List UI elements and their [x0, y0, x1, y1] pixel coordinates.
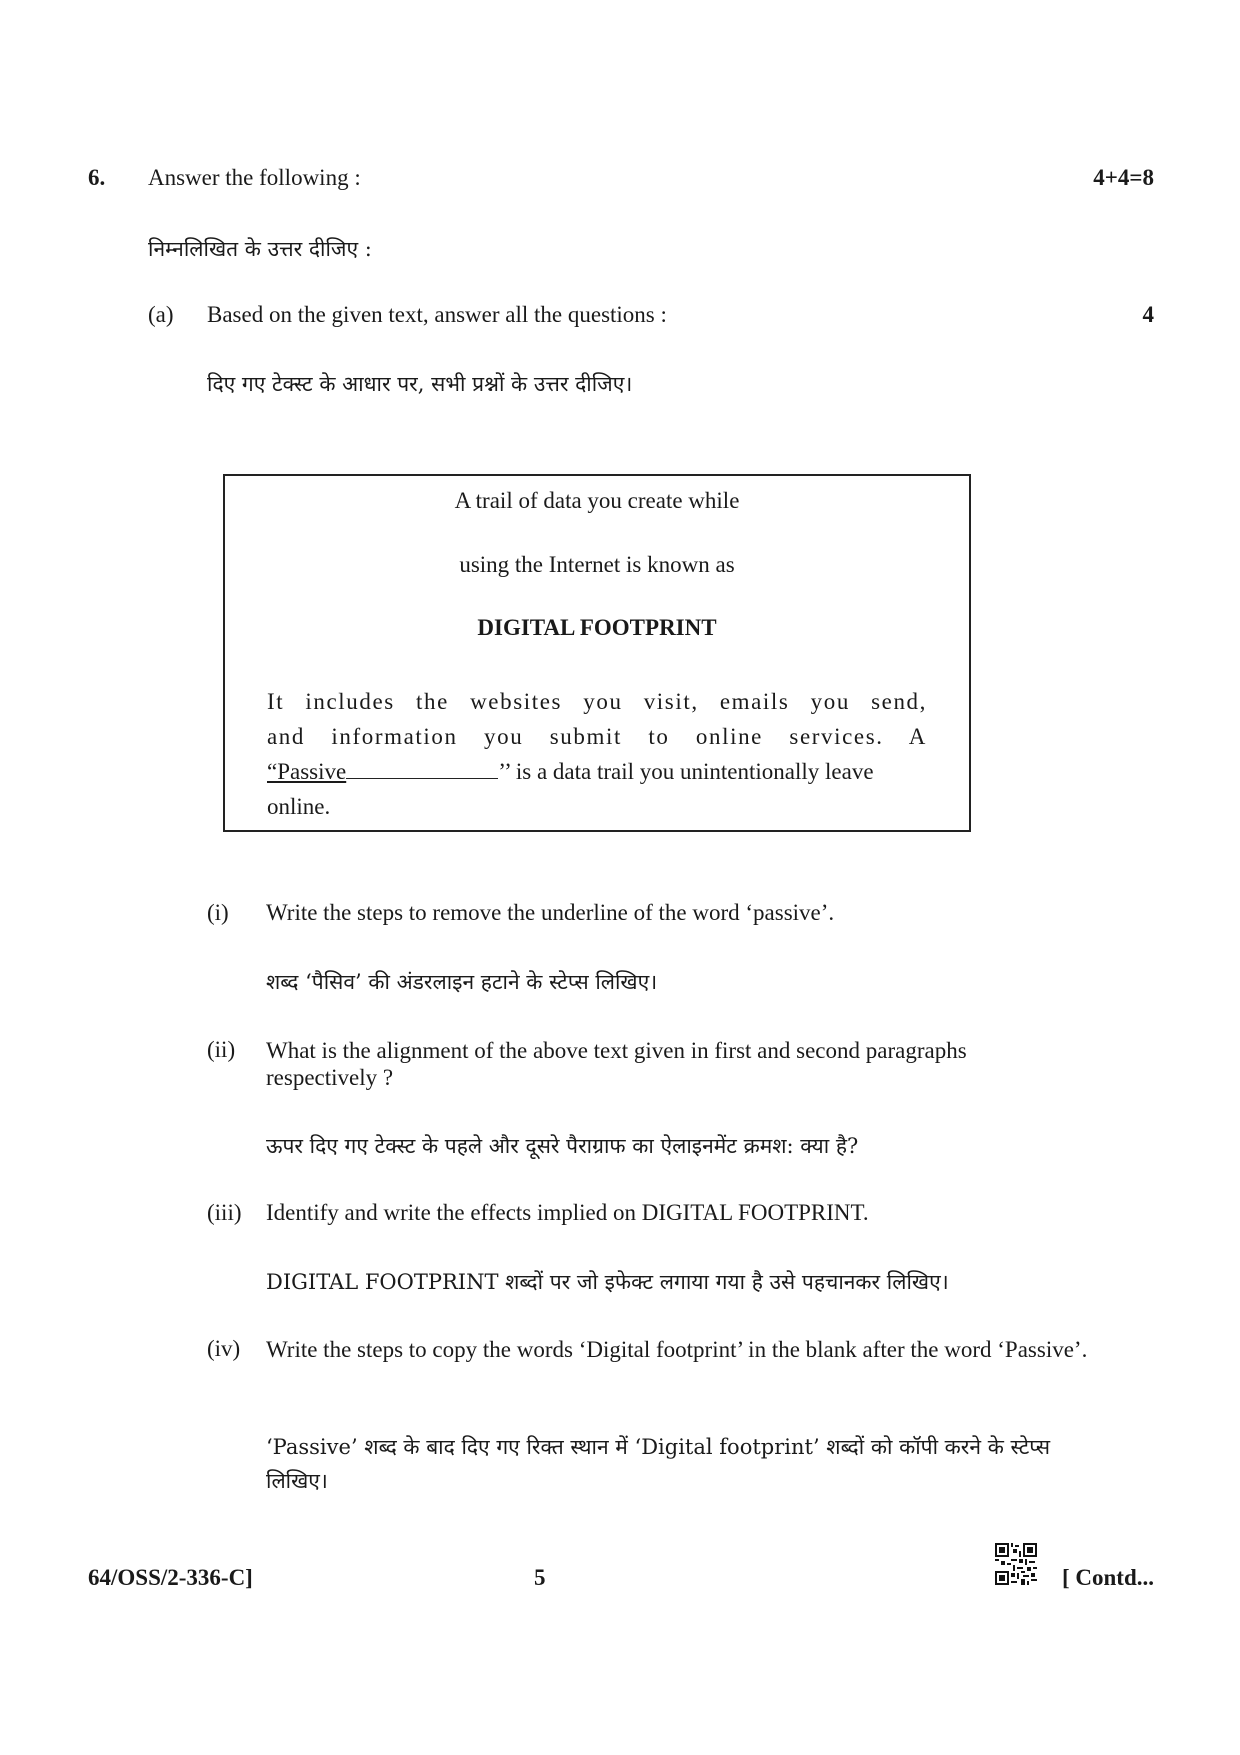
subq-iv-en: Write the steps to copy the words ‘Digital footprint’ in the blank after the word ‘Passive’. [266, 1337, 1088, 1362]
textbox-para-line3 [267, 754, 927, 789]
question-number: 6. [88, 165, 106, 190]
subq-iii-label: (iii) [207, 1200, 242, 1225]
part-a-label: (a) [148, 302, 174, 327]
subq-ii-en: What is the alignment of the above text given in first and second paragraphs respectively ? [266, 1038, 967, 1090]
question-marks: 4+4=8 [1093, 165, 1154, 190]
textbox-line2: using the Internet is known as [459, 552, 735, 577]
subq-iii-en: Identify and write the effects implied on DIGITAL FOOTPRINT. [266, 1200, 869, 1225]
question-title-hi: निम्नलिखित के उत्तर दीजिए : [148, 237, 372, 261]
qr-code-icon [995, 1543, 1037, 1585]
textbox-para-line2: and information you submit to online services. A [267, 724, 927, 749]
part-a-instruction-en: Based on the given text, answer all the questions : [207, 302, 667, 327]
textbox-para-line3-rest: ’’ is a data trail you unintentionally leave [498, 759, 874, 784]
textbox-para-line4: online. [267, 794, 331, 819]
part-a-marks: 4 [1142, 302, 1154, 327]
textbox-line1: A trail of data you create while [454, 488, 740, 513]
passive-word: “Passive [267, 759, 347, 784]
subq-i-label: (i) [207, 900, 229, 925]
question-title-en: Answer the following : [148, 165, 361, 190]
contd-label: [ Contd... [1061, 1565, 1154, 1590]
textbox-para-line1: It includes the websites you visit, emails you send, [267, 689, 927, 714]
subq-i-hi: शब्द ‘पैसिव’ की अंडरलाइन हटाने के स्टेप्स लिखिए। [266, 970, 658, 994]
blank-line [346, 756, 498, 779]
subq-ii-hi: ऊपर दिए गए टेक्स्ट के पहले और दूसरे पैराग्राफ का ऐलाइनमेंट क्रमश: क्या है? [266, 1134, 859, 1158]
subq-iii-hi: DIGITAL FOOTPRINT शब्दों पर जो इफेक्ट लगाया गया है उसे पहचानकर लिखिए। [266, 1270, 949, 1294]
text-box [223, 474, 971, 832]
subq-iv-label: (iv) [207, 1336, 241, 1361]
subq-i-en: Write the steps to remove the underline of the word ‘passive’. [266, 900, 835, 925]
subq-ii-label: (ii) [207, 1037, 236, 1062]
page-number: 5 [534, 1565, 546, 1590]
part-a-instruction-hi: दिए गए टेक्स्ट के आधार पर, सभी प्रश्नों के उत्तर दीजिए। [207, 372, 633, 396]
textbox-paragraph [267, 684, 927, 824]
textbox-heading: DIGITAL FOOTPRINT [477, 615, 717, 640]
paper-code: 64/OSS/2-336-C] [88, 1565, 253, 1590]
subq-iv-hi: ‘Passive’ शब्द के बाद दिए गए रिक्त स्थान में ‘Digital footprint’ शब्दों को कॉपी करने के स्टेप्स लिखिए। [266, 1435, 1051, 1493]
